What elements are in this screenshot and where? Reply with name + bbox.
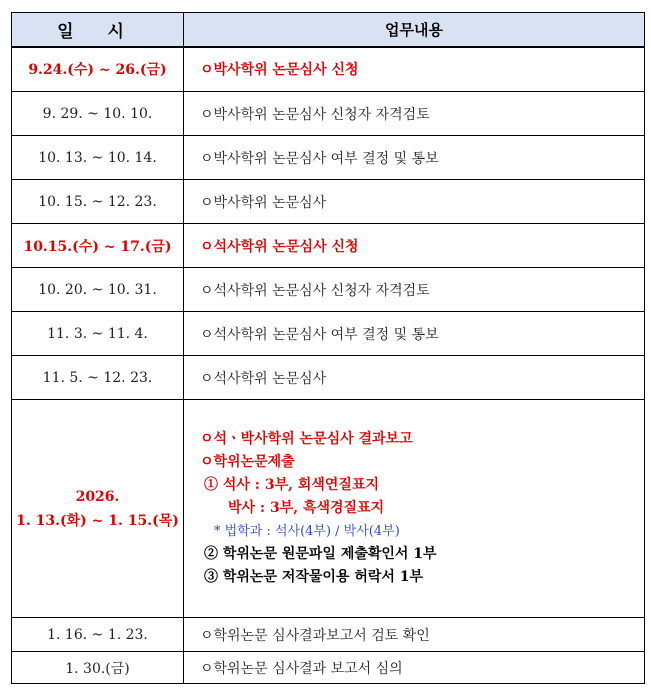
row-date: 9.24.(수) ~ 26.(금) bbox=[12, 47, 184, 92]
table-row bbox=[12, 312, 645, 356]
item3-line: ③ 학위논문 저작물이용 허락서 1부 bbox=[204, 569, 424, 585]
row-task: ㅇ박사학위 논문심사 bbox=[184, 180, 645, 224]
row-task: ㅇ석사학위 논문심사 bbox=[184, 356, 645, 400]
table-row bbox=[12, 92, 645, 136]
result-report-line: ㅇ석ㆍ박사학위 논문심사 결과보고 bbox=[200, 431, 413, 447]
table-row bbox=[12, 47, 645, 92]
table-row-submission bbox=[12, 400, 645, 618]
table-row bbox=[12, 180, 645, 224]
submission-date-range: 1. 13.(화) ~ 1. 15.(목) bbox=[16, 512, 179, 529]
thesis-submit-line: ㅇ학위논문제출 bbox=[200, 454, 295, 470]
schedule-table bbox=[11, 12, 645, 684]
table-row bbox=[12, 652, 645, 684]
submission-date-cell bbox=[12, 400, 184, 618]
table-row bbox=[12, 356, 645, 400]
row-task: ㅇ박사학위 논문심사 신청자 자격검토 bbox=[184, 92, 645, 136]
item1-doctor-line: 박사 : 3부, 흑색경질표지 bbox=[228, 500, 385, 516]
row-task: ㅇ석사학위 논문심사 신청자 자격검토 bbox=[184, 268, 645, 312]
header-task: 업무내용 bbox=[184, 13, 645, 47]
submission-date-year: 2026. bbox=[75, 488, 120, 505]
row-task: ㅇ학위논문 심사결과 보고서 심의 bbox=[184, 652, 645, 684]
header-date: 일 시 bbox=[12, 13, 184, 47]
row-date: 11. 3. ~ 11. 4. bbox=[12, 312, 184, 356]
law-dept-note: * 법학과 : 석사(4부) / 박사(4부) bbox=[214, 524, 400, 539]
row-date: 10. 13. ~ 10. 14. bbox=[12, 136, 184, 180]
row-date: 10. 15. ~ 12. 23. bbox=[12, 180, 184, 224]
item1-master-line: ① 석사 : 3부, 회색연질표지 bbox=[204, 477, 379, 493]
row-date: 11. 5. ~ 12. 23. bbox=[12, 356, 184, 400]
row-date: 1. 16. ~ 1. 23. bbox=[12, 618, 184, 652]
schedule-sheet bbox=[11, 12, 644, 682]
table-row bbox=[12, 136, 645, 180]
row-task: ㅇ박사학위 논문심사 신청 bbox=[184, 47, 645, 92]
row-task: ㅇ박사학위 논문심사 여부 결정 및 통보 bbox=[184, 136, 645, 180]
row-date: 1. 30.(금) bbox=[12, 652, 184, 684]
table-row bbox=[12, 268, 645, 312]
submission-task-cell bbox=[184, 400, 645, 618]
table-header-row bbox=[12, 13, 645, 47]
row-date: 10.15.(수) ~ 17.(금) bbox=[12, 224, 184, 268]
row-task: ㅇ학위논문 심사결과보고서 검토 확인 bbox=[184, 618, 645, 652]
row-task: ㅇ석사학위 논문심사 신청 bbox=[184, 224, 645, 268]
item2-line: ② 학위논문 원문파일 제출확인서 1부 bbox=[204, 546, 437, 562]
row-date: 10. 20. ~ 10. 31. bbox=[12, 268, 184, 312]
row-date: 9. 29. ~ 10. 10. bbox=[12, 92, 184, 136]
table-row bbox=[12, 224, 645, 268]
table-row bbox=[12, 618, 645, 652]
row-task: ㅇ석사학위 논문심사 여부 결정 및 통보 bbox=[184, 312, 645, 356]
